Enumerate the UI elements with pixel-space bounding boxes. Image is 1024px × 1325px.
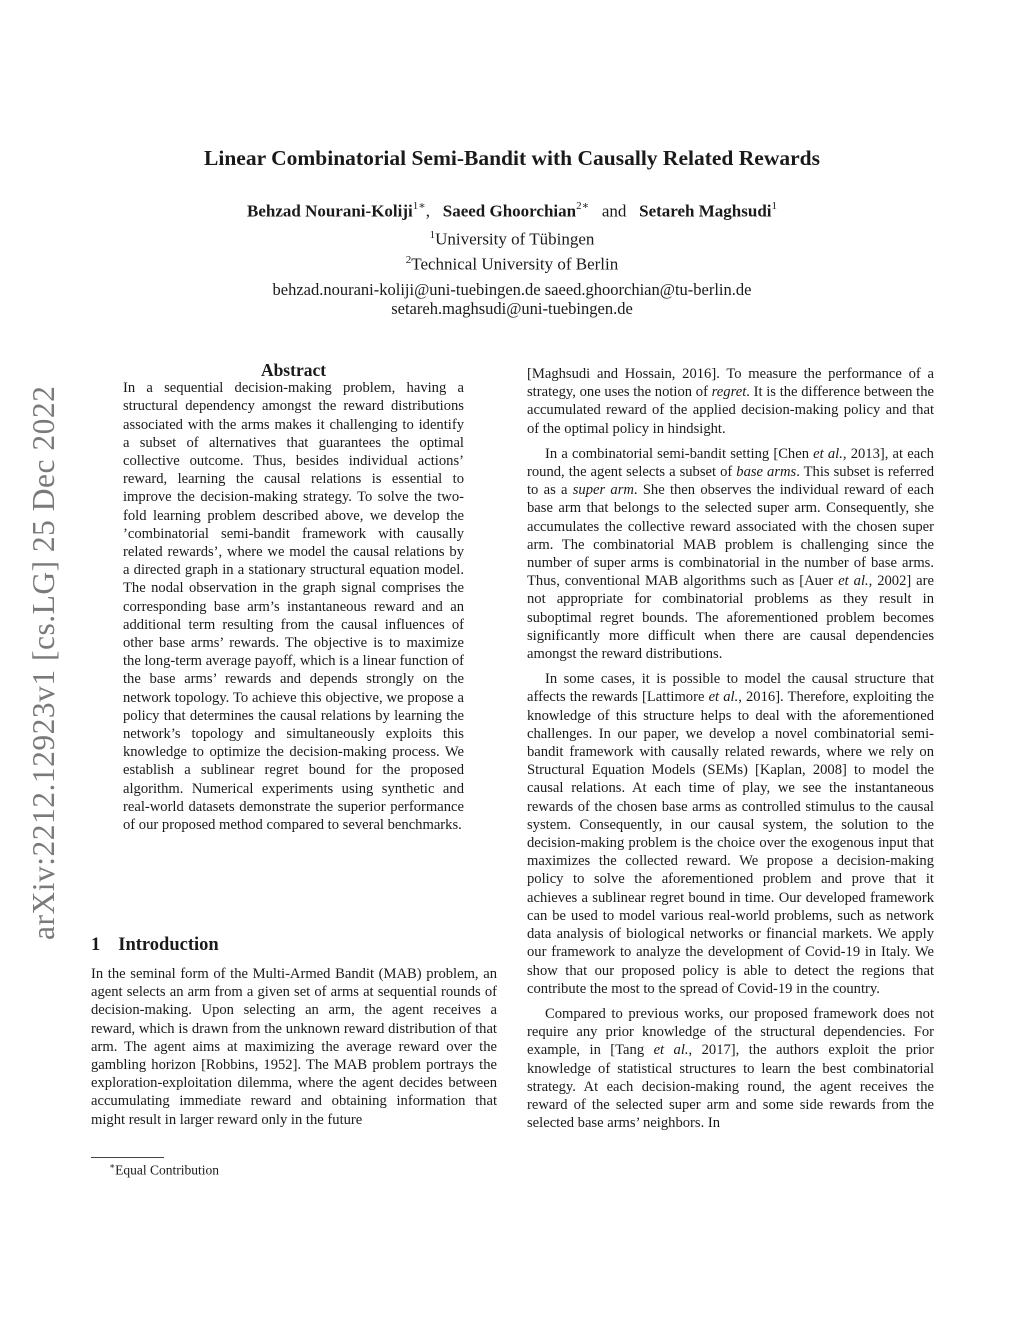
author-mark: 2∗ bbox=[576, 200, 590, 212]
affiliation-mark: 1 bbox=[429, 229, 436, 241]
author-emails-line-2: setareh.maghsudi@uni-tuebingen.de bbox=[391, 299, 633, 318]
intro-paragraph-1 bbox=[91, 965, 497, 1129]
abstract-heading: Abstract bbox=[260, 360, 327, 380]
footnote-rule bbox=[91, 1157, 164, 1158]
right-paragraph-2: In a combinatorial semi-bandit setting [Chen et al., 2013], at each round, the agent selects a subset of base arms. This subset is referred to as a super arm. She then observes the individual reward of each base arm that belongs to the selected super arm. Consequently, she accumulates the collective reward associated with the chosen super arm. The combinatorial MAB problem is challenging since the number of super arms is combinatorial in the number of base arms. Thus, conventional MAB algorithms such as [Auer et al., 2002] are not appropriate for combinatorial problems as they result in suboptimal regret bounds. The aforementioned problem becomes significantly more difficult when there are causal dependencies amongst the reward distributions. bbox=[527, 445, 935, 663]
author-name: Behzad Nourani-Koliji bbox=[246, 201, 413, 221]
affiliation-name: Technical University of Berlin bbox=[411, 254, 619, 274]
paragraph-text: In the seminal form of the Multi-Armed Bandit (MAB) problem, an agent selects an arm from a given set of arms at sequential rounds of decision-making. Upon selecting an arm, the agent receives a reward, which is drawn from the unknown reward distribution of that arm. The agent aims at maximizing the average reward over the gambling horizon [Robbins, 1952]. The MAB problem portrays the exploration-exploitation dilemma, where the agent decides between accumulating immediate reward and obtaining information that might result in larger reward only in the future bbox=[91, 966, 497, 1128]
right-paragraph-1: [Maghsudi and Hossain, 2016]. To measure the performance of a strategy, one uses the notion of regret. It is the difference between the accumulated reward of the applied decision-making policy and that of the optimal policy in hindsight. bbox=[527, 366, 934, 437]
abstract-text: In a sequential decision-making problem, having a structural dependency amongst the reward distributions associated with the arms makes it challenging to identify a subset of alternatives that guarantees the optimal collective outcome. Thus, besides individual actions’ reward, learning the causal relations is essential to improve the decision-making strategy. To solve the two-fold learning problem described above, we develop the ’combinatorial semi-bandit framework with causally related rewards’, where we model the causal relations by a directed graph in a stationary structural equation model. The nodal observation in the graph signal comprises the corresponding base arm’s instantaneous reward and an additional term resulting from the causal influences of other base arms’ rewards. The objective is to maximize the long-term average payoff, which is a linear function of the base arms’ rewards and depends strongly on the network topology. To achieve this objective, we propose a policy that determines the causal relations by learning the network’s topology and simultaneously exploits this knowledge to optimize the decision-making process. We establish a sublinear regret bound for the proposed algorithm. Numerical experiments using synthetic and real-world datasets demonstrate the superior performance of our proposed method compared to several benchmarks. bbox=[123, 380, 464, 834]
footnote-text: Equal Contribution bbox=[115, 1162, 219, 1178]
author-line bbox=[0, 200, 1024, 222]
section-heading-introduction bbox=[91, 935, 219, 956]
author-separator: , bbox=[425, 201, 430, 221]
paper-title: Linear Combinatorial Semi-Bandit with Causally Related Rewards bbox=[204, 146, 820, 170]
affiliation-name: University of Tübingen bbox=[435, 229, 595, 249]
section-title: Introduction bbox=[118, 935, 219, 955]
author-name: Saeed Ghoorchian bbox=[442, 201, 577, 221]
footnote bbox=[109, 1161, 219, 1179]
author-name: Setareh Maghsudi bbox=[639, 201, 772, 221]
author-emails-line-1: behzad.nourani-koliji@uni-tuebingen.de saeed.ghoorchian@tu-berlin.de bbox=[272, 280, 752, 299]
right-paragraph-3: In some cases, it is possible to model the causal structure that affects the rewards [Lattimore et al., 2016]. Therefore, exploiting the knowledge of this structure helps to deal with the aforementioned challenges. In our paper, we develop a novel combinatorial semi-bandit framework with causally related rewards, where we rely on Structural Equation Models (SEMs) [Kaplan, 2008] to model the causal relations. At each time of play, we see the instantaneous rewards of the chosen base arms as controlled stimulus to the causal system. Consequently, in our causal system, the solution to the decision-making problem is the choice over the exogenous input that maximizes the collected reward. We propose a decision-making policy to solve the aforementioned problem and prove that it achieves a sublinear regret bound in time. Our developed framework can be used to model various real-world problems, such as network data analysis of biological networks or financial markets. We apply our framework to analyze the development of Covid-19 in Italy. We show that our proposed policy is able to detect the regions that contribute the most to the spread of Covid-19 in the country. bbox=[527, 671, 935, 997]
author-mark: 1 bbox=[771, 200, 778, 212]
affiliation-mark: 2 bbox=[405, 254, 412, 266]
author-conjunction: and bbox=[601, 201, 627, 221]
affiliation bbox=[0, 229, 1024, 250]
abstract bbox=[123, 361, 464, 834]
arxiv-identifier: arXiv:2212.12923v1 [cs.LG] 25 Dec 2022 bbox=[26, 385, 61, 940]
right-paragraph-4: Compared to previous works, our proposed framework does not require any prior knowledge of the structural dependencies. For example, in [Tang et al., 2017], the authors exploit the prior knowledge of statistical structures to learn the best combinatorial strategy. At each decision-making round, the agent receives the reward of the selected super arm and some side rewards from the selected base arms’ neighbors. In bbox=[527, 1005, 934, 1132]
right-column bbox=[527, 365, 934, 1132]
author-mark: 1∗ bbox=[412, 200, 426, 212]
section-number: 1 bbox=[91, 935, 101, 955]
affiliation bbox=[0, 254, 1024, 275]
footnote-mark: ∗ bbox=[109, 1161, 116, 1171]
